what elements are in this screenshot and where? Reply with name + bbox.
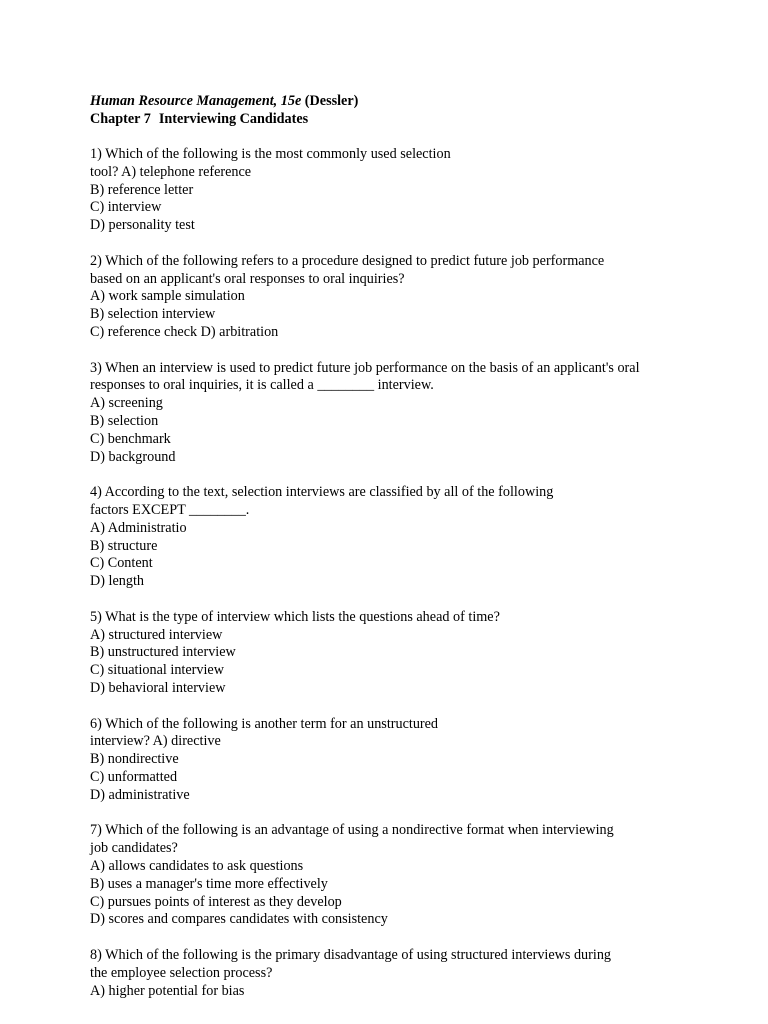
answer-line: C) pursues points of interest as they develop bbox=[90, 893, 342, 910]
answer-line: D) administrative bbox=[90, 786, 190, 803]
answer-line: A) screening bbox=[90, 395, 163, 412]
answer-line: job candidates? bbox=[90, 840, 178, 857]
question-block bbox=[90, 947, 690, 1000]
answer-line: C) Content bbox=[90, 555, 153, 572]
question-text: 1) Which of the following is the most commonly used selection bbox=[90, 146, 451, 163]
question-block bbox=[90, 716, 690, 805]
answer-line: A) Administratio bbox=[90, 519, 187, 536]
question-block bbox=[90, 484, 690, 591]
answer-line: C) interview bbox=[90, 199, 162, 216]
book-author: (Dessler) bbox=[304, 93, 359, 109]
answer-line: B) unstructured interview bbox=[90, 644, 236, 661]
question-text: 6) Which of the following is another term for an unstructured bbox=[90, 715, 439, 732]
answer-line: C) benchmark bbox=[90, 430, 171, 447]
question-text: 2) Which of the following refers to a procedure designed to predict future job performance bbox=[90, 252, 605, 269]
document-content bbox=[90, 93, 690, 1000]
answer-line: B) uses a manager's time more effectively bbox=[90, 875, 328, 892]
answer-line: tool? A) telephone reference bbox=[90, 163, 252, 180]
question-block bbox=[90, 146, 690, 235]
answer-line: D) behavioral interview bbox=[90, 680, 226, 696]
answer-line: B) reference letter bbox=[90, 181, 194, 198]
answer-line: A) work sample simulation bbox=[90, 288, 245, 305]
answer-line: B) selection interview bbox=[90, 306, 216, 323]
answer-line: D) background bbox=[90, 448, 176, 465]
answer-line: C) reference check D) arbitration bbox=[90, 324, 279, 341]
question-block bbox=[90, 253, 690, 342]
answer-line: B) selection bbox=[90, 413, 159, 430]
question-block bbox=[90, 360, 690, 467]
chapter-title: Interviewing Candidates bbox=[158, 110, 309, 127]
answer-line: D) personality test bbox=[90, 217, 195, 234]
answer-line: A) allows candidates to ask questions bbox=[90, 857, 304, 874]
question-list bbox=[90, 146, 690, 1000]
answer-line: factors EXCEPT ________. bbox=[90, 502, 250, 519]
question-text: 3) When an interview is used to predict future job performance on the basis of an applicant's oral bbox=[90, 359, 640, 376]
question-text: 4) According to the text, selection interviews are classified by all of the following bbox=[90, 484, 554, 501]
answer-line: B) nondirective bbox=[90, 751, 179, 768]
answer-line: based on an applicant's oral responses to oral inquiries? bbox=[90, 270, 405, 287]
answer-line: B) structure bbox=[90, 537, 158, 554]
answer-line: D) length bbox=[90, 573, 144, 590]
question-block bbox=[90, 822, 690, 929]
question-block bbox=[90, 609, 690, 698]
answer-line: C) unformatted bbox=[90, 768, 178, 785]
question-text: 7) Which of the following is an advantage of using a nondirective format when interviewing bbox=[90, 822, 614, 839]
answer-line: interview? A) directive bbox=[90, 733, 221, 750]
book-heading bbox=[90, 93, 690, 111]
question-text: 5) What is the type of interview which lists the questions ahead of time? bbox=[90, 608, 500, 625]
answer-line: the employee selection process? bbox=[90, 964, 273, 981]
chapter-heading bbox=[90, 111, 690, 129]
book-title: Human Resource Management, 15e bbox=[90, 93, 302, 109]
chapter-number: Chapter 7 bbox=[90, 110, 151, 127]
answer-line: responses to oral inquiries, it is called a ________ interview. bbox=[90, 377, 434, 394]
question-text: 8) Which of the following is the primary disadvantage of using structured interviews during bbox=[90, 946, 612, 963]
answer-line: A) structured interview bbox=[90, 626, 223, 643]
answer-line: D) scores and compares candidates with consistency bbox=[90, 911, 388, 928]
answer-line: C) situational interview bbox=[90, 662, 224, 679]
answer-line: A) higher potential for bias bbox=[90, 982, 245, 999]
